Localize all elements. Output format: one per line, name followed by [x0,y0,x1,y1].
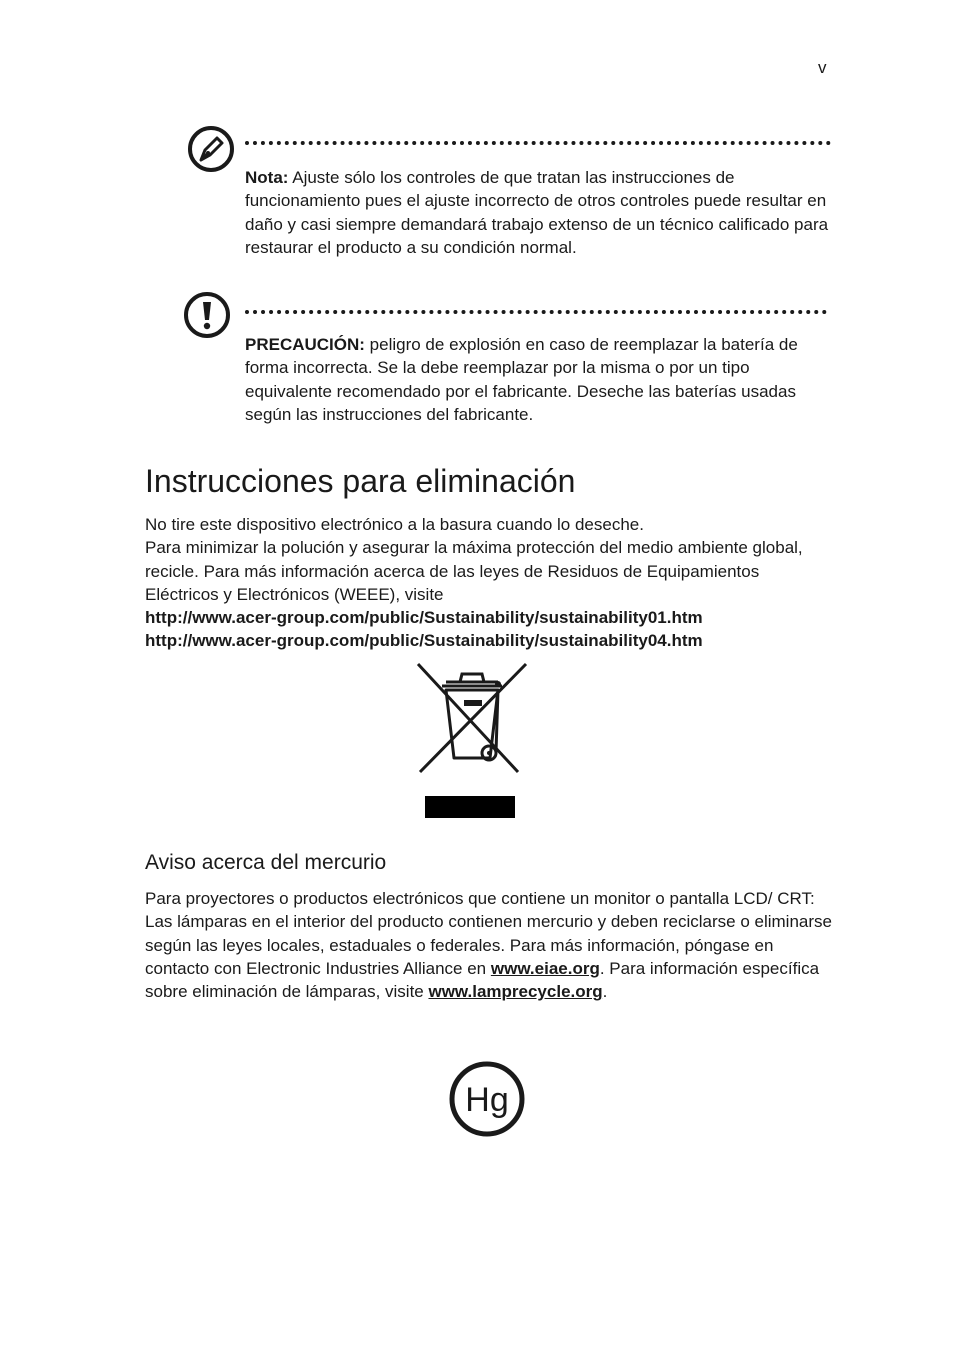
disposal-line-2: Para minimizar la polución y asegurar la máxima protección del medio ambiente global, recicle. Para más información acerca de las leyes de Residuos de Equipamientos Eléctricos y Electrónicos (WEEE), visite [145,538,803,604]
eiae-link[interactable]: www.eiae.org [490,958,600,978]
exclamation-circle-icon [182,290,232,340]
pen-note-icon [186,124,236,174]
mercury-line-2a: Las lámparas en el interior del producto contienen mercurio y deben reciclarse o eliminarse según las leyes locales, estaduales o federales. Para más información, póngase en contacto con Electronic Industries Alliance en [145,912,832,978]
caution-text [245,333,835,426]
caution-divider [245,310,827,314]
caution-body: peligro de explosión en caso de reemplazar la batería de forma incorrecta. Se la debe reemplazar por la misma o por un tipo equivalente recomendado por el fabricante. Deseche las baterías usadas según las instrucciones del fabricante. [245,335,798,424]
note-body: Ajuste sólo los controles de que tratan las instrucciones de funcionamiento pues el ajuste incorrecto de otros controles puede resultar en daño y casi siempre demandará trabajo extenso de un técnico calificado para restaurar el producto a su condición normal. [245,168,829,257]
mercury-title: Aviso acerca del mercurio [145,851,387,874]
sustainability04-link[interactable]: http://www.acer-group.com/public/Sustainability/sustainability04.htm [145,631,703,651]
note-divider [245,141,831,145]
mercury-hg-icon [447,1059,527,1139]
mercury-line-2b: . Para información específica sobre eliminación de lámparas, visite [145,958,820,1002]
disposal-paragraph [145,513,835,653]
section-title: Instrucciones para eliminación [145,463,576,499]
mercury-line-1: Para proyectores o productos electrónicos que contiene un monitor o pantalla LCD/ CRT: [145,889,815,908]
note-label: Nota: [245,168,289,187]
mercury-paragraph [145,887,835,1003]
page-number: v [818,58,827,77]
disposal-line-1: No tire este dispositivo electrónico a la basura cuando lo deseche. [145,515,644,534]
caution-label: PRECAUCIÓN: [245,335,365,354]
hg-symbol-text: Hg [465,1081,509,1119]
sustainability01-link[interactable]: http://www.acer-group.com/public/Sustainability/sustainability01.htm [145,608,703,628]
note-text [245,166,835,259]
lamprecycle-link[interactable]: www.lamprecycle.org [428,982,603,1002]
mercury-line-2c: . [602,982,608,1002]
crossed-out-wheelie-bin-icon [412,660,528,820]
